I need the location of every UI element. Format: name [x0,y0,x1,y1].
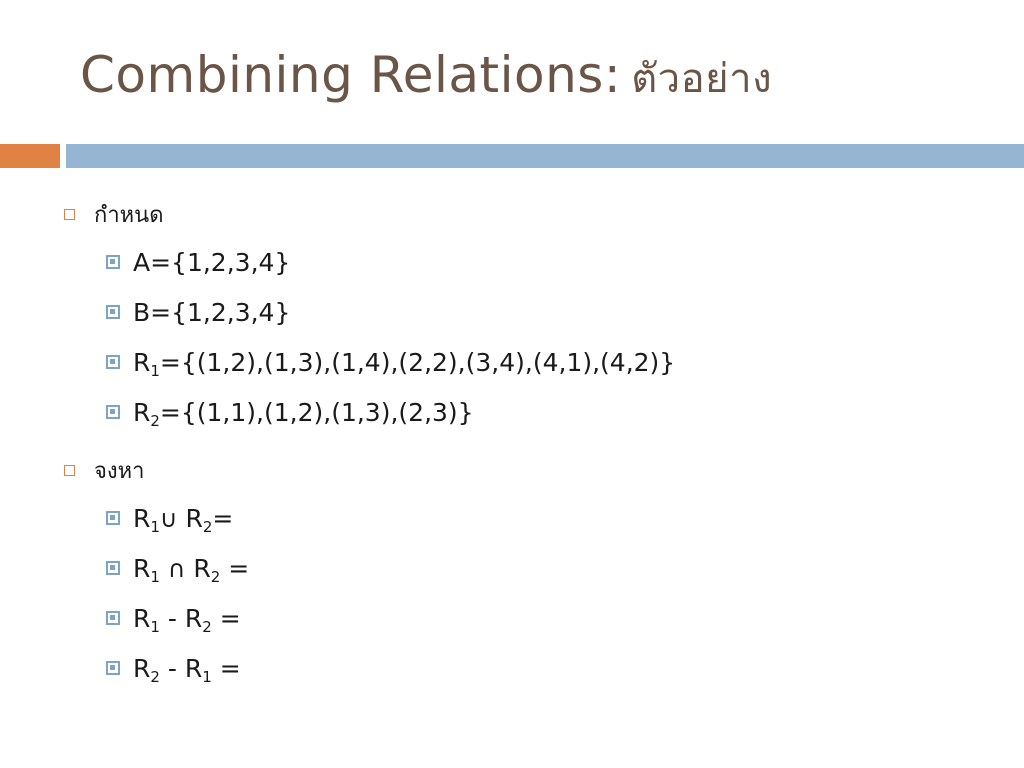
square-bullet-icon [106,305,120,319]
operand-a: R [133,504,151,533]
relation-definition: ={(1,1),(1,2),(1,3),(2,3)} [159,398,474,427]
operand-a: R [133,604,151,633]
operand-b-subscript: 2 [210,568,221,586]
list-item-set-a [106,248,290,277]
slide-title-thai: ตัวอย่าง [631,56,773,102]
list-item-relation-r1 [106,348,675,380]
equals-sign: = [212,504,234,533]
accent-bar-orange [0,144,60,168]
operand-b: R [184,604,203,633]
relation-definition: ={(1,2),(1,3),(1,4),(2,2),(3,4),(4,1),(4,2)} [159,348,676,377]
square-bullet-icon [106,611,120,625]
operand-a-subscript: 1 [150,518,160,536]
set-a-text: A={1,2,3,4} [133,248,291,277]
operand-a-subscript: 1 [150,568,160,586]
square-bullet-icon [106,561,120,575]
equals-sign: = [228,554,250,583]
relation-subscript: 2 [150,412,160,430]
difference-operator: - [167,604,177,633]
slide-title-english: Combining Relations: [80,46,622,104]
square-bullet-icon [64,209,75,220]
operand-b-subscript: 2 [202,618,212,636]
operand-a: R [133,654,151,683]
relation-var: R [133,398,151,427]
relation-subscript: 1 [150,362,160,380]
list-item-difference-r1-r2 [106,604,241,636]
operand-b-subscript: 1 [202,668,212,686]
square-bullet-icon [64,465,75,476]
operand-a-subscript: 1 [150,618,160,636]
slide-title [80,46,772,110]
equals-sign: = [219,604,241,633]
square-bullet-icon [106,661,120,675]
union-operator: ∪ [159,505,178,533]
section-heading-find [64,453,145,488]
operand-b: R [193,554,211,583]
list-item-intersection [106,554,249,586]
operand-b-subscript: 2 [202,518,213,536]
relation-var: R [133,348,151,377]
square-bullet-icon [106,255,120,269]
section-heading-given [64,197,164,232]
operand-a-subscript: 2 [150,668,160,686]
list-item-relation-r2 [106,398,474,430]
equals-sign: = [219,654,241,683]
operand-b: R [184,654,203,683]
intersection-operator: ∩ [167,555,186,583]
operand-a: R [133,554,151,583]
square-bullet-icon [106,405,120,419]
operand-b: R [185,504,203,533]
difference-operator: - [167,654,177,683]
list-item-difference-r2-r1 [106,654,241,686]
accent-bar-blue [66,144,1024,168]
list-item-union [106,504,233,536]
list-item-set-b [106,298,290,327]
section-heading-label: กำหนด [94,203,164,228]
square-bullet-icon [106,511,120,525]
set-b-text: B={1,2,3,4} [133,298,291,327]
square-bullet-icon [106,355,120,369]
section-heading-label: จงหา [94,459,145,484]
